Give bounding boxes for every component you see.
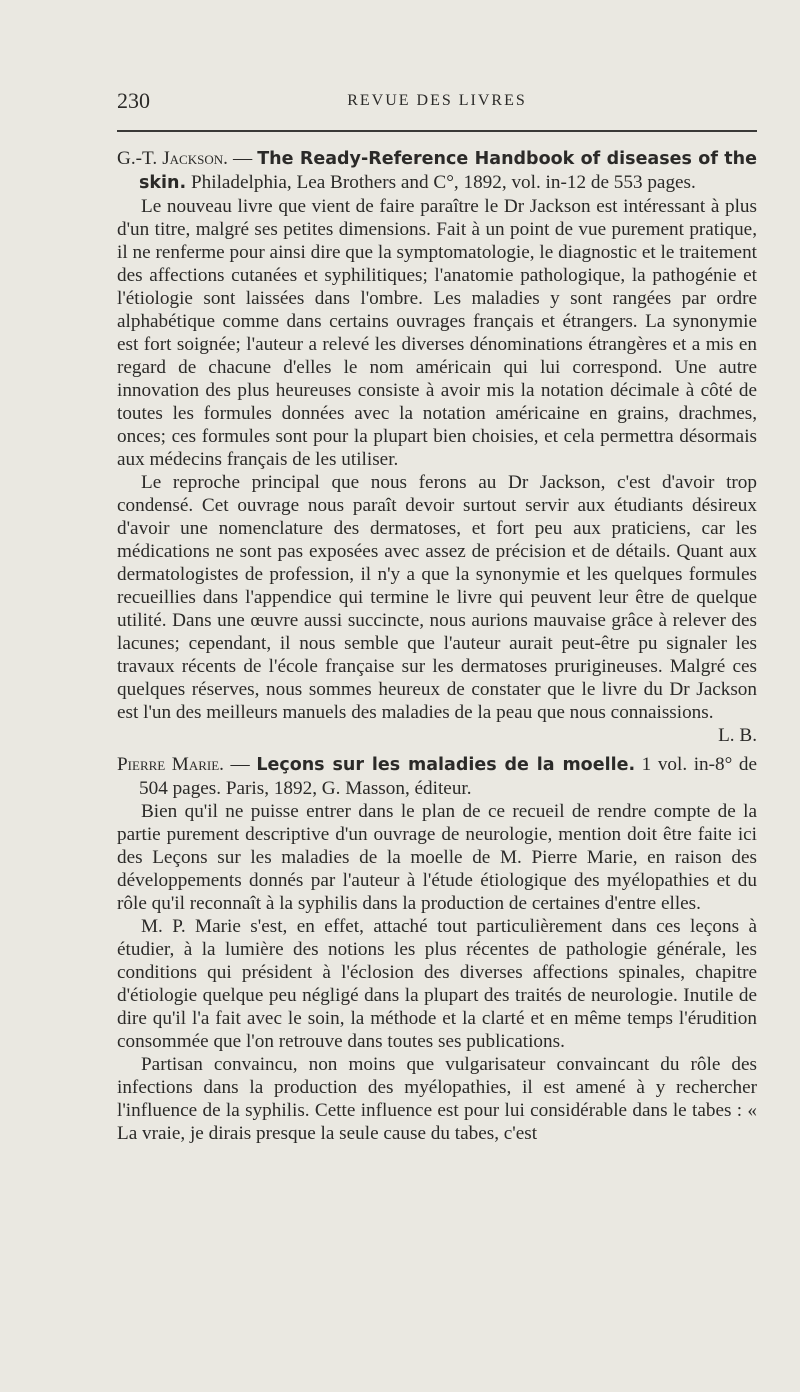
- review-paragraph: Bien qu'il ne puisse entrer dans le plan de ce recueil de rendre compte de la partie purement descriptive d'un ouvrage de neurologie, mention doit être faite ici des Leçons sur les maladies de la moelle de M. Pierre Marie, en raison des développements donnés par l'auteur à l'étude étiologique des myélopathies et du rôle qu'il reconnaît à la syphilis dans la production de certaines d'entre elles.: [117, 801, 757, 914]
- review-author: Pierre Marie.: [117, 754, 224, 775]
- review-signature: L. B.: [718, 725, 757, 746]
- review-marie: [117, 753, 757, 1145]
- review-title: Leçons sur les maladies de la moelle.: [256, 755, 636, 775]
- header-rule: [117, 130, 757, 132]
- review-jackson: [117, 147, 757, 747]
- review-entry-heading: [117, 147, 757, 195]
- review-entry-heading: [117, 753, 757, 800]
- review-paragraph: M. P. Marie s'est, en effet, attaché tout particulièrement dans ces leçons à étudier, à la lumière des notions les plus récentes de pathologie générale, les conditions qui président à l'éclosion des diverses affections spinales, chapitre d'étiologie quelque peu négligé dans la plupart des traités de neurologie. Inutile de dire qu'il l'a fait avec le soin, la méthode et la clarté et en même temps l'érudition consommée que l'on retrouve dans toutes ses publications.: [117, 916, 757, 1052]
- page-body: [117, 147, 757, 1145]
- review-publication: 1 vol. in-8° de 504 pages. Paris, 1892, G. Masson, éditeur.: [139, 754, 757, 799]
- review-paragraph-text: Le reproche principal que nous ferons au Dr Jackson, c'est d'avoir trop condensé. Cet ouvrage nous paraît devoir surtout servir aux étudiants désireux d'avoir une nomenclature des dermatoses, et fort peu aux praticiens, car les médications ne sont pas exposées avec assez de précision et de détails. Quant aux dermatologistes de profession, il n'y a que la synonymie et les quelques formules recueillies dans l'appendice qui termine le livre qui peuvent leur être de quelque utilité. Dans une œuvre aussi succincte, nous aurions mauvaise grâce à relever des lacunes; cependant, il nous semble que l'auteur aurait peut-être pu signaler les travaux récents de l'école française sur les dermatoses prurigineuses. Malgré ces quelques réserves, nous sommes heureux de constater que le livre du Dr Jackson est l'un des meilleurs manuels des maladies de la peau que nous connaissions.: [117, 472, 757, 723]
- review-paragraph: Partisan convaincu, non moins que vulgarisateur convaincant du rôle des infections dans la production des myélopathies, il est amené à y rechercher l'influence de la syphilis. Cette influence est pour lui considérable dans le tabes : « La vraie, je dirais presque la seule cause du tabes, c'est: [117, 1054, 757, 1144]
- review-author: G.-T. Jackson.: [117, 148, 228, 169]
- running-head: REVUE DES LIVRES: [347, 92, 527, 109]
- page-number: 230: [117, 88, 150, 113]
- dash: —: [223, 754, 257, 775]
- dash: —: [227, 148, 258, 169]
- review-publication: Philadelphia, Lea Brothers and C°, 1892, vol. in-12 de 553 pages.: [186, 172, 696, 193]
- page-header: [117, 88, 757, 118]
- review-paragraph: Le nouveau livre que vient de faire paraître le Dr Jackson est intéressant à plus d'un titre, malgré ses petites dimensions. Fait à un point de vue purement pratique, il ne renferme pour ainsi dire que la symptomatologie, le diagnostic et le traitement des affections cutanées et syphilitiques; l'anatomie pathologique, la pathogénie et l'étiologie sont laissées dans l'ombre. Les maladies y sont rangées par ordre alphabétique comme dans certains ouvrages français et étrangers. La synonymie est fort soignée; l'auteur a relevé les diverses dénominations étrangères et a mis en regard de chacune d'elles le nom américain qui lui correspond. Une autre innovation des plus heureuses consiste à avoir mis la notation décimale à côté de toutes les formules données avec la notation américaine en grains, drachmes, onces; ces formules sont pour la plupart bien choisies, et cela permettra désormais aux médecins français de les utiliser.: [117, 196, 757, 470]
- review-title: The Ready-Reference Handbook of diseases of the skin.: [139, 149, 757, 193]
- review-paragraph: [117, 471, 757, 747]
